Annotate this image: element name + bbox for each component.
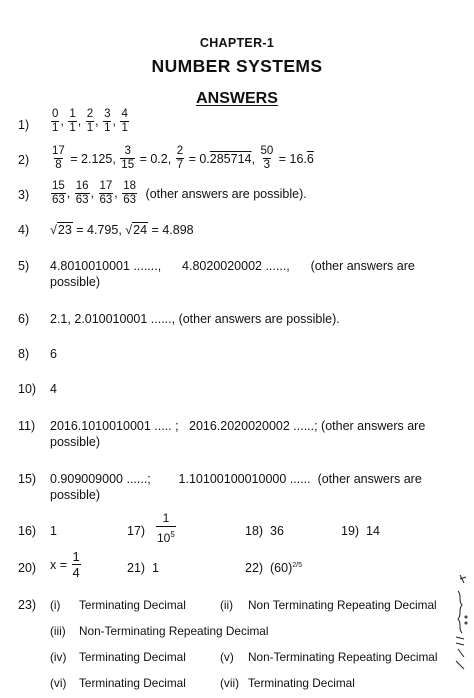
answer-number: 20)	[18, 561, 37, 575]
answer-4: √23 = 4.795, √24 = 4.898	[50, 223, 194, 237]
answer-number: 3)	[18, 188, 30, 202]
fraction: $\frac{2}{7}$	[176, 145, 184, 171]
answer-20: x = $\frac{1}{4}$	[50, 549, 80, 580]
item-roman: (v)	[220, 650, 234, 664]
answer-number: 1)	[18, 118, 30, 132]
answer-22: 22) $(60)^{2/5}$	[245, 561, 302, 575]
repeating-digits: 285714	[209, 151, 252, 166]
fraction: $\frac{2}{1}$	[86, 108, 94, 134]
answer-number: 2)	[18, 153, 30, 167]
item-text: Terminating Decimal	[248, 676, 355, 690]
chapter-title: NUMBER SYSTEMS	[151, 56, 323, 76]
item-roman: (vi)	[50, 676, 67, 690]
answer-21: 21) 1	[127, 561, 159, 575]
answer-18: 18) 36	[245, 524, 284, 538]
answer-8: 6	[50, 347, 57, 361]
fraction: $\frac{16}{63}$	[75, 180, 89, 206]
fraction: $\frac{4}{1}$	[121, 108, 128, 134]
fraction: $\frac{3}{15}$	[121, 145, 135, 171]
item-text: Non Terminating Repeating Decimal	[248, 598, 437, 612]
answer-number: 16)	[18, 524, 37, 538]
answer-1: $\frac{0}{1}$ , $\frac{1}{1}$ , $\frac{2}{1}$ , $\frac{3}{1}$ , $\frac{4}{1}$	[52, 108, 128, 134]
answer-number: 4)	[18, 223, 30, 237]
item-roman: (i)	[50, 598, 61, 612]
fraction: $\frac{1}{4}$	[72, 549, 80, 580]
fraction: $\frac{18}{63}$	[123, 180, 137, 206]
fraction: $\frac{0}{1}$	[52, 108, 59, 134]
answer-19: 19) 14	[341, 524, 380, 538]
answer-3: $\frac{15}{63}$ , $\frac{16}{63}$ , $\frac{17}{63}$ , $\frac{18}{63}$ (other answers are possible).	[52, 180, 307, 206]
answer-11: 2016.1010010001 ..... ; 2016.2020020002 ......; (other answers are possible)	[50, 419, 426, 449]
item-roman: (ii)	[220, 598, 234, 612]
fraction: $\frac{17}{8}$	[52, 145, 65, 171]
answer-number: 23)	[18, 598, 37, 612]
fraction: $\frac{17}{63}$	[99, 180, 113, 206]
item-roman: (iv)	[50, 650, 67, 664]
fraction: $\frac{50}{3}$	[260, 145, 274, 171]
item-roman: (iii)	[50, 624, 66, 638]
item-text: Terminating Decimal	[79, 650, 186, 664]
square-root: √24	[125, 223, 148, 237]
answer-6: 2.1, 2.010010001 ......, (other answers are possible).	[50, 312, 340, 326]
fraction: $\frac{1}{10^5}$	[157, 511, 175, 545]
item-text: Terminating Decimal	[79, 676, 186, 690]
answer-16: 1	[50, 524, 57, 538]
square-root: √23	[50, 223, 72, 237]
side-stamp-mark	[446, 573, 474, 673]
answer-number: 10)	[18, 382, 37, 396]
item-text: Terminating Decimal	[79, 598, 186, 612]
answer-2: $\frac{17}{8}$ = 2.125, $\frac{3}{15}$ = 0.2, $\frac{2}{7}$ = 0.285714, $\frac{50}{3}$ = 16.6	[52, 145, 314, 171]
answer-number: 6)	[18, 312, 30, 326]
fraction: $\frac{15}{63}$	[52, 180, 65, 206]
item-text: Non-Terminating Repeating Decimal	[248, 650, 438, 664]
answer-15: 0.909009000 ......; 1.10100100010000 ...... (other answers are possible)	[50, 472, 422, 502]
answer-17	[155, 511, 177, 546]
answer-number: 8)	[18, 347, 30, 361]
fraction: $\frac{1}{1}$	[69, 108, 76, 134]
item-text: Non-Terminating Repeating Decimal	[79, 624, 269, 638]
answers-heading: ANSWERS	[196, 90, 278, 107]
answer-10: 4	[50, 382, 57, 396]
answer-number: 11)	[18, 419, 36, 433]
answer-number: 15)	[18, 472, 37, 486]
fraction: $\frac{3}{1}$	[104, 108, 111, 134]
answer-number: 17)	[127, 524, 146, 538]
answer-5: 4.8010010001 ......., 4.8020020002 ......, (other answers are possible)	[50, 259, 415, 289]
repeating-digits: 6	[306, 151, 314, 166]
chapter-label: CHAPTER-1	[199, 36, 275, 50]
item-roman: (vii)	[220, 676, 239, 690]
answer-number: 5)	[18, 259, 30, 273]
